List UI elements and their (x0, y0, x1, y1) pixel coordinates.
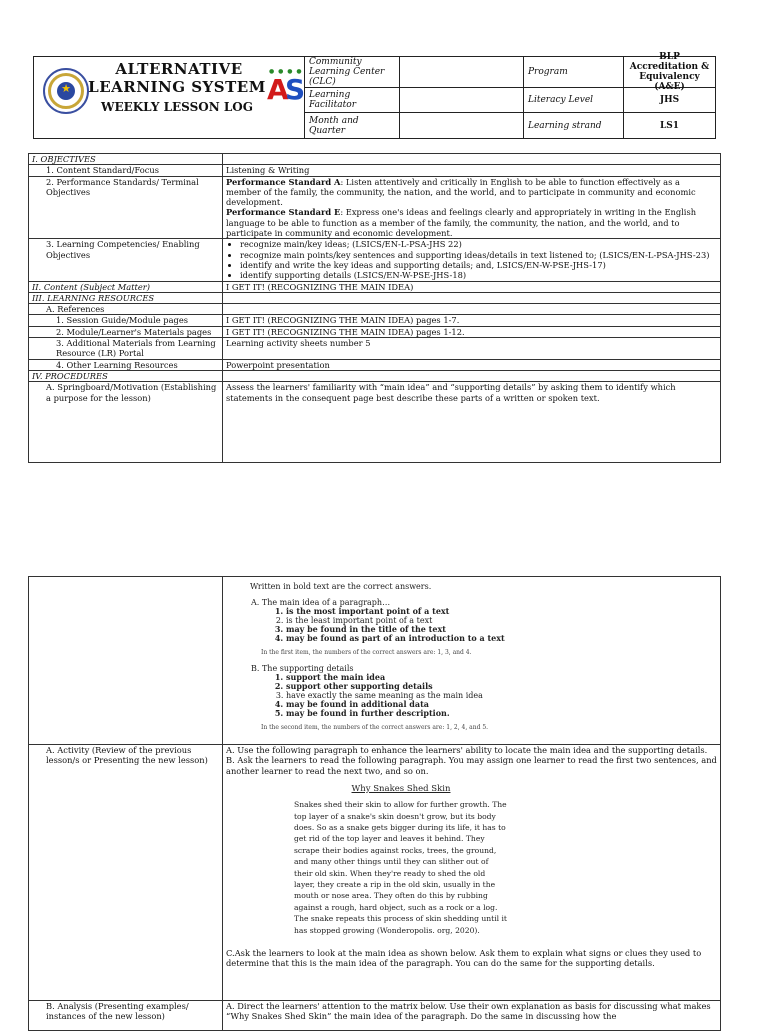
procedures-heading: IV. PROCEDURES (29, 370, 223, 381)
list-item: 3. may be found in the title of the text (286, 625, 717, 634)
month-label: Month and Quarter (305, 113, 400, 138)
header-title-block (34, 57, 305, 138)
other-resources-value: Powerpoint presentation (223, 359, 721, 370)
clc-value[interactable] (400, 57, 524, 88)
session-guide-label: 1. Session Guide/Module pages (29, 315, 223, 326)
activity-value (223, 745, 721, 1001)
analysis-label: B. Analysis (Presenting examples/ instances of the new lesson) (29, 1001, 223, 1031)
activity-b-text: B. Ask the learners to read the following paragraph. You may assign one learner to read the first two sentences, and another learner to read the next two, and so on. (226, 755, 717, 776)
title-line-3: WEEKLY LESSON LOG (100, 100, 253, 114)
module-value: I GET IT! (RECOGNIZING THE MAIN IDEA) pages 1-12. (223, 326, 721, 337)
title-line-2: LEARNING SYSTEM (88, 78, 266, 96)
list-item: • recognize main/key ideas; (LSICS/EN-L-PSA-JHS 22) (240, 239, 717, 249)
competencies-value (223, 239, 721, 281)
essay-paragraph: Snakes shed their skin to allow for further growth. The top layer of a snake's skin doesn't grow, but its body does. So as a snake gets bigger during its life, it has to get rid of the top layer and leaves it behind. They scrape their bodies against rocks, trees, the ground, and many other things until they can slither out of their old skin. When they're ready to shed the old layer, they create a rip in the old skin, usually in the mouth or nose area. They often do this by rubbing against a rough, hard object, such as a rock or a log. The snake repeats this process of skin shedding until it has stopped growing (Wonderopolis. org, 2020). (294, 800, 507, 935)
list-item: 3. have exactly the same meaning as the main idea (286, 691, 717, 700)
literacy-value: JHS (624, 88, 715, 113)
answers-empty-label (29, 577, 223, 745)
session-guide-value: I GET IT! (RECOGNIZING THE MAIN IDEA) pages 1-7. (223, 315, 721, 326)
lesson-log-table-2 (28, 576, 721, 1031)
competencies-label: 3. Learning Competencies/ Enabling Objectives (29, 239, 223, 281)
references-empty (223, 304, 721, 315)
content-subject-label: II. Content (Subject Matter) (29, 281, 223, 292)
list-item: 2. support other supporting details (286, 682, 717, 691)
performance-standards-value (223, 176, 721, 239)
springboard-label: A. Springboard/Motivation (Establishing a purpose for the lesson) (29, 382, 223, 463)
resources-empty (223, 292, 721, 303)
additional-materials-label: 3. Additional Materials from Learning Resource (LR) Portal (29, 338, 223, 360)
ps-e-text: : Express one's ideas and feelings clearly and appropriately in writing in the English language to be able to function as a member of the family, the community, the nation, and the world, and to participate in community and economic development. (226, 207, 697, 239)
clc-label: Community Learning Center (CLC) (305, 57, 400, 88)
program-label: Program (524, 57, 624, 88)
list-item: • identify and write the key ideas and supporting details; and, LSICS/EN-W-PSE-JHS-17) (240, 260, 717, 270)
als-logo-icon: ● ● ● ● A S (267, 68, 306, 106)
objectives-heading: I. OBJECTIVES (29, 154, 223, 165)
header-box (33, 52, 716, 139)
answers-intro: Written in bold text are the correct answers. (250, 582, 432, 591)
module-label: 2. Module/Learner's Materials pages (29, 326, 223, 337)
content-subject-value: I GET IT! (RECOGNIZING THE MAIN IDEA) (223, 281, 721, 292)
activity-c-text: C.Ask the learners to look at the main idea as shown below. Ask them to explain what signs or clues they used to determine that this is the main idea of the paragraph. You can do the same for the supporting details. (226, 948, 702, 969)
content-standard-label: 1. Content Standard/Focus (29, 165, 223, 176)
content-standard-value: Listening & Writing (223, 165, 721, 176)
q1-note: In the first item, the numbers of the correct answers are: 1, 3, and 4. (261, 649, 472, 656)
literacy-label: Literacy Level (524, 88, 624, 113)
ps-e-label: Performance Standard E (226, 207, 341, 218)
facilitator-label: Learning Facilitator (305, 88, 400, 113)
program-value: BLP Accreditation & Equivalency (A&E) (624, 57, 715, 88)
month-value[interactable] (400, 113, 524, 138)
ps-a-text: : Listen attentively and critically in English to be able to function effectively as a member of the family, the community, the nation, and the world, and to participate in community and economic development. (226, 176, 696, 208)
list-item: 1. support the main idea (286, 673, 717, 682)
references-label: A. References (29, 304, 223, 315)
list-item: 4. may be found as part of an introduction to a text (286, 634, 717, 643)
q1-heading: A. The main idea of a paragraph… (251, 598, 391, 607)
resources-heading: III. LEARNING RESOURCES (29, 292, 223, 303)
springboard-value: Assess the learners' familiarity with “main idea” and “supporting details” by asking them to identify which statements in the consequent page best describe these parts of a written or spoken text. (223, 382, 721, 463)
strand-label: Learning strand (524, 113, 624, 138)
activity-label: A. Activity (Review of the previous lesson/s or Presenting the new lesson) (29, 745, 223, 1001)
list-item: 1. is the most important point of a text (286, 607, 717, 616)
list-item: 4. may be found in additional data (286, 700, 717, 709)
additional-materials-value: Learning activity sheets number 5 (223, 338, 721, 360)
other-resources-label: 4. Other Learning Resources (29, 359, 223, 370)
q2-note: In the second item, the numbers of the correct answers are: 1, 2, 4, and 5. (261, 724, 489, 731)
list-item: • recognize main points/key sentences and supporting ideas/details in text listened to; (LSICS/EN-L-PSA-JHS-23) (240, 250, 717, 260)
activity-a-text: A. Use the following paragraph to enhance the learners' ability to locate the main idea and the supporting details. (226, 745, 708, 755)
header-fields-grid (305, 52, 715, 138)
procedures-empty (223, 370, 721, 381)
q2-heading: B. The supporting details (251, 664, 354, 673)
essay-title: Why Snakes Shed Skin (351, 783, 451, 794)
performance-standards-label: 2. Performance Standards/ Terminal Objectives (29, 176, 223, 239)
q2-options (226, 673, 717, 718)
objectives-empty (223, 154, 721, 165)
answer-key-box (223, 577, 721, 745)
list-item: • identify supporting details (LSICS/EN-W-PSE-JHS-18) (240, 270, 717, 280)
competencies-list (226, 239, 717, 280)
deped-seal-icon: ★ (43, 68, 89, 114)
ps-a-label: Performance Standard A (226, 176, 341, 187)
strand-value: LS1 (659, 120, 680, 131)
q1-options (226, 607, 717, 643)
lesson-log-table-1 (28, 153, 721, 463)
list-item: 5. may be found in further description. (286, 709, 717, 718)
title-line-1: ALTERNATIVE (115, 60, 243, 78)
list-item: 2. is the least important point of a text (286, 616, 717, 625)
facilitator-value[interactable] (400, 88, 524, 113)
analysis-value: A. Direct the learners' attention to the matrix below. Use their own explanation as basis for discussing what makes “Why Snakes Shed Skin” the main idea of the paragraph. Do the same in discussing how the (223, 1001, 721, 1031)
